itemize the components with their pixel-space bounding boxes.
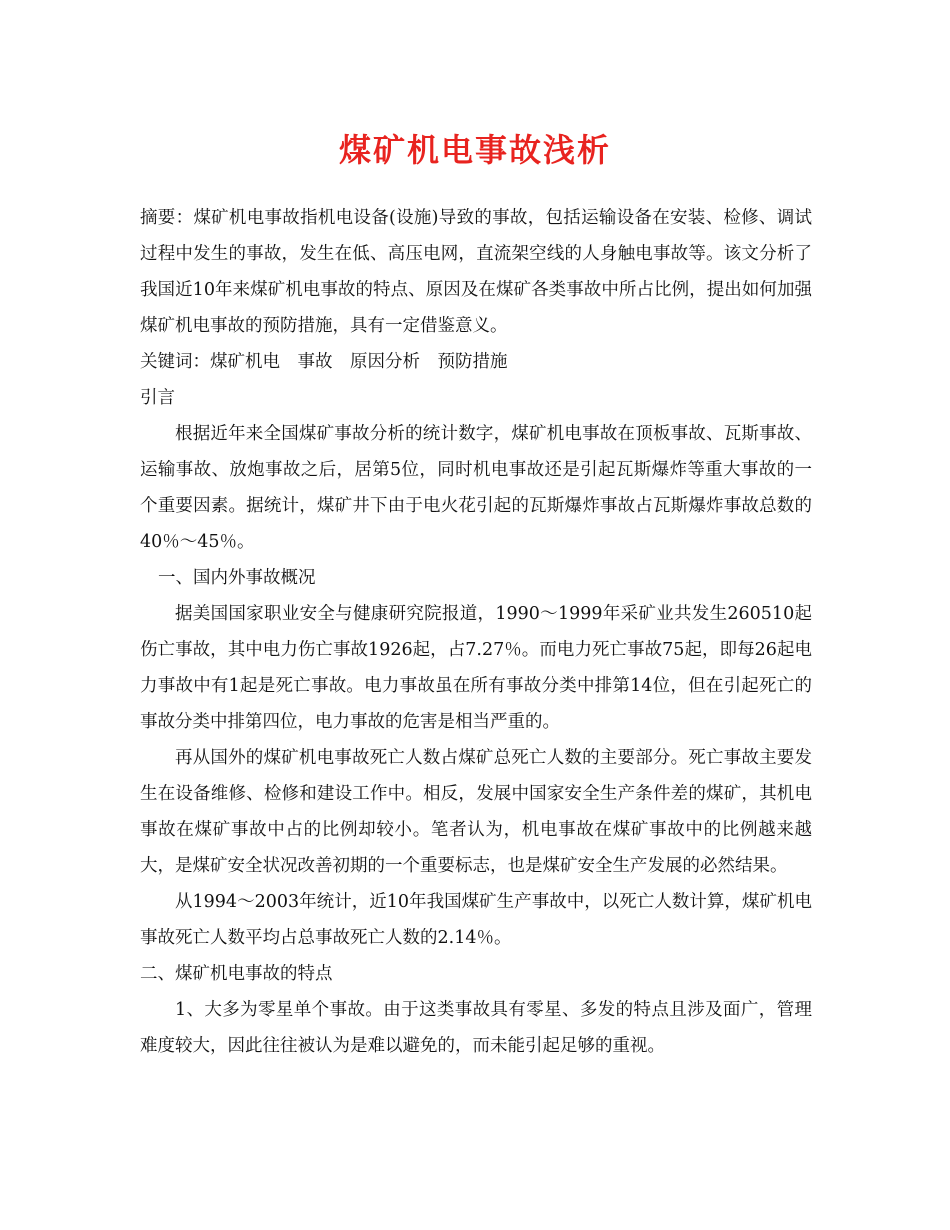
document-body <box>140 200 812 1064</box>
section1-paragraph-3: 从1994～2003年统计，近10年我国煤矿生产事故中，以死亡人数计算，煤矿机电事故死亡人数平均占总事故死亡人数的2.14％。 <box>140 892 812 948</box>
section2-heading: 二、煤矿机电事故的特点 <box>140 964 333 984</box>
intro-paragraph: 根据近年来全国煤矿事故分析的统计数字，煤矿机电事故在顶板事故、瓦斯事故、运输事故、放炮事故之后，居第5位，同时机电事故还是引起瓦斯爆炸等重大事故的一个重要因素。据统计，煤矿井下由于电火花引起的瓦斯爆炸事故占瓦斯爆炸事故总数的40％～45％。 <box>140 424 812 552</box>
section1-paragraph-1: 据美国国家职业安全与健康研究院报道，1990～1999年采矿业共发生260510起伤亡事故，其中电力伤亡事故1926起，占7.27％。而电力死亡事故75起，即每26起电力事故中有1起是死亡事故。电力事故虽在所有事故分类中排第14位，但在引起死亡的事故分类中排第四位，电力事故的危害是相当严重的。 <box>140 604 812 732</box>
section1-heading: 一、国内外事故概况 <box>158 568 316 588</box>
document-title: 煤矿机电事故浅析 <box>338 131 611 169</box>
intro-heading: 引言 <box>140 388 175 408</box>
abstract-paragraph: 摘要：煤矿机电事故指机电设备(设施)导致的事故，包括运输设备在安装、检修、调试过程中发生的事故，发生在低、高压电网，直流架空线的人身触电事故等。该文分析了我国近10年来煤矿机电事故的特点、原因及在煤矿各类事故中所占比例，提出如何加强煤矿机电事故的预防措施，具有一定借鉴意义。 <box>140 208 812 336</box>
keywords-line: 关键词：煤矿机电 事故 原因分析 预防措施 <box>140 352 508 372</box>
section2-paragraph-1: 1、大多为零星单个事故。由于这类事故具有零星、多发的特点且涉及面广，管理难度较大，因此往往被认为是难以避免的，而未能引起足够的重视。 <box>140 1000 812 1056</box>
section1-paragraph-2: 再从国外的煤矿机电事故死亡人数占煤矿总死亡人数的主要部分。死亡事故主要发生在设备维修、检修和建设工作中。相反，发展中国家安全生产条件差的煤矿，其机电事故在煤矿事故中占的比例却较小。笔者认为，机电事故在煤矿事故中的比例越来越大，是煤矿安全状况改善初期的一个重要标志，也是煤矿安全生产发展的必然结果。 <box>140 748 812 876</box>
